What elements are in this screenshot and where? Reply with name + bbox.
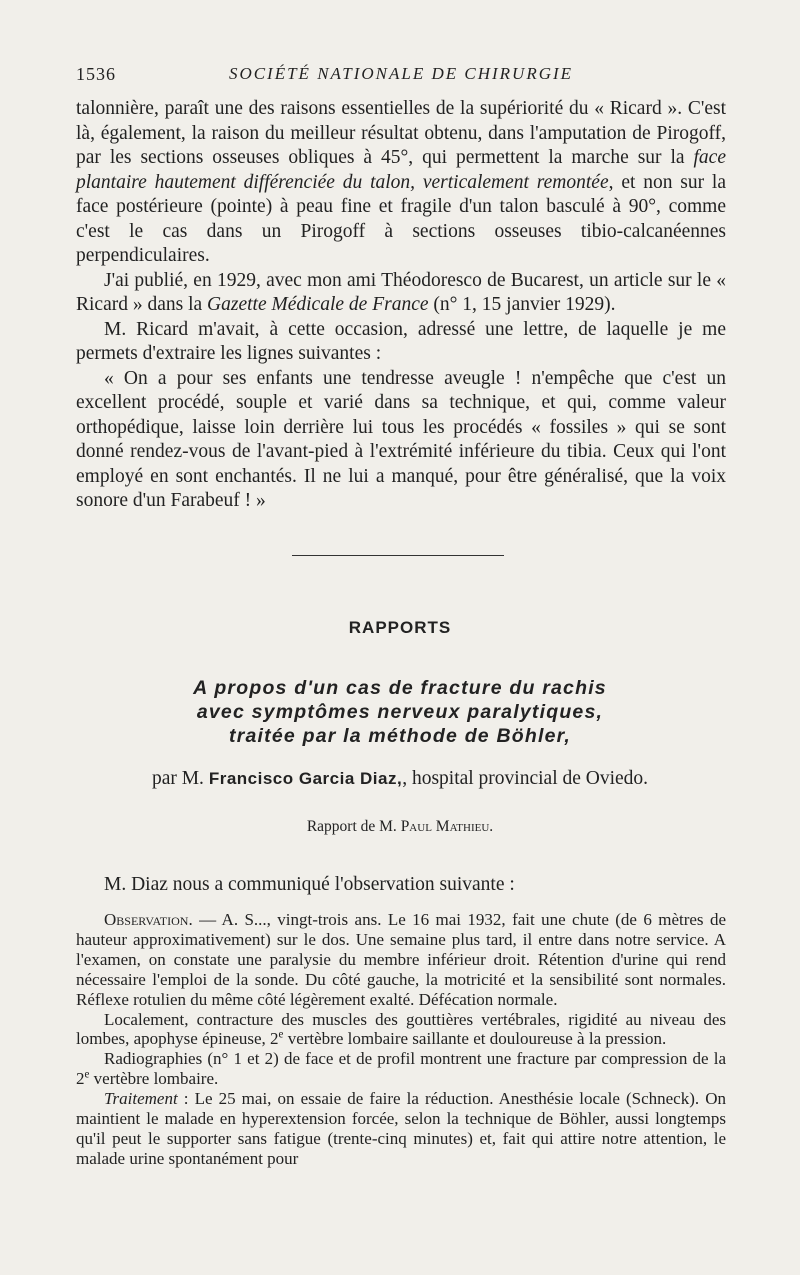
rapporteur-prefix: Rapport de M.: [306, 818, 401, 835]
author-prefix: par M.: [151, 768, 209, 789]
rapporteur-name: Paul Mathieu.: [400, 818, 494, 835]
paragraph: [76, 97, 726, 269]
paragraph: [76, 1049, 726, 1089]
author-affiliation: , hospital provincial de Oviedo.: [402, 768, 649, 789]
text-run: « On a pour ses enfants une tendresse aveugle ! n'empêche que c'est un excellent procédé, souple et varié dans sa technique, et qui, comme valeur orthopédique, laisse loin derrière lui tous les procédés « fossiles » qui se sont donné rendez-vous de l'avant-pied à l'extrémité inférieure du tibia. Ceux qui l'ont employé en sont enchantés. Il ne lui a manqué, pour être généralisé, que la voix sonore d'un Farabeuf ! »: [76, 367, 726, 511]
text-run: Radiographies (n° 1 et 2) de face et de profil montrent une fracture par compression de la 2: [76, 1049, 726, 1089]
text-run: , et non sur la face postérieure (pointe) à peau fine et fragile d'un talon basculé à 90°, comme c'est le cas dans un Pirogoff à sections osseuses tibio-calcanéennes perpendiculaires.: [76, 171, 726, 266]
lead-text: M. Diaz nous a communiqué l'observation suivante :: [104, 874, 515, 895]
article-title-line: A propos d'un cas de fracture du rachis: [193, 677, 607, 699]
text-run: talonnière, paraît une des raisons essentielles de la supériorité du « Ricard ». C'est là, également, la raison du meilleur résultat obtenu, dans l'amputation de Pirogoff, par les sections osseuses obliques à 45°, qui permettent la marche sur la: [76, 98, 726, 168]
text-run: vertèbre lombaire saillante et douloureuse à la pression.: [283, 1029, 667, 1049]
paragraph: [76, 367, 726, 514]
rapporteur-line: [0, 818, 800, 836]
section-divider: [292, 555, 504, 556]
page-number: 1536: [76, 64, 116, 84]
text-run: J'ai publié, en 1929, avec mon ami Théodoresco de Bucarest, un article sur le « Ricard » dans la: [76, 269, 726, 315]
paragraph: [76, 1089, 726, 1169]
text-run: vertèbre lombaire.: [89, 1069, 219, 1089]
text-run: — A. S..., vingt-trois ans. Le 16 mai 1932, fait une chute (de 6 mètres de hauteur approximativement) sur le dos. Une semaine plus tard, il entre dans notre service. A l'examen, on constate une paralysie du membre inférieur droit. Rétention d'urine qui rend nécessaire l'emploi de la sonde. Du côté gauche, la motricité et la sensibilité sont normales. Réflexe rotulien du même côté légèrement exalté. Défécation normale.: [76, 910, 726, 1009]
paragraph: [76, 318, 726, 367]
running-title: SOCIÉTÉ NATIONALE DE CHIRURGIE: [228, 64, 574, 83]
superscript: e: [84, 1068, 90, 1081]
intro-text: [76, 97, 726, 514]
author-name: Francisco Garcia Diaz,: [208, 769, 403, 788]
text-run: Observation.: [104, 910, 193, 929]
observation-text: [76, 910, 726, 1169]
text-run: (n° 1, 15 janvier 1929).: [428, 294, 616, 315]
italic-text: Gazette Médicale de France: [207, 294, 429, 315]
author-line: [0, 768, 800, 790]
text-run: Localement, contracture des muscles des gouttières vertébrales, rigidité au niveau des lombes, apophyse épineuse, 2: [76, 1009, 726, 1049]
lead-paragraph: [76, 873, 726, 898]
article-title-line: traitée par la méthode de Böhler,: [229, 725, 571, 747]
text-run: : Le 25 mai, on essaie de faire la réduction. Anesthésie locale (Schneck). On maintient le malade en hyperextension forcée, selon la technique de Böhler, aussi longtemps qu'il peut le supporter sans fatigue (trente-cinq minutes) et, fait qui attire notre attention, le malade urine spontanément pour: [76, 1089, 726, 1168]
article-title-line: avec symptômes nerveux paralytiques,: [196, 701, 604, 723]
italic-text: Traitement: [104, 1089, 178, 1109]
paragraph: [76, 910, 726, 1010]
paragraph: [76, 269, 726, 318]
text-run: M. Ricard m'avait, à cette occasion, adressé une lettre, de laquelle je me permets d'extraire les lignes suivantes :: [76, 318, 726, 364]
italic-text: face plantaire hautement différenciée du talon, verticalement remontée: [76, 147, 726, 193]
page-header: [76, 64, 726, 88]
superscript: e: [278, 1028, 284, 1041]
paragraph: [76, 1010, 726, 1050]
section-heading: RAPPORTS: [348, 618, 452, 637]
article-title: [0, 676, 800, 748]
